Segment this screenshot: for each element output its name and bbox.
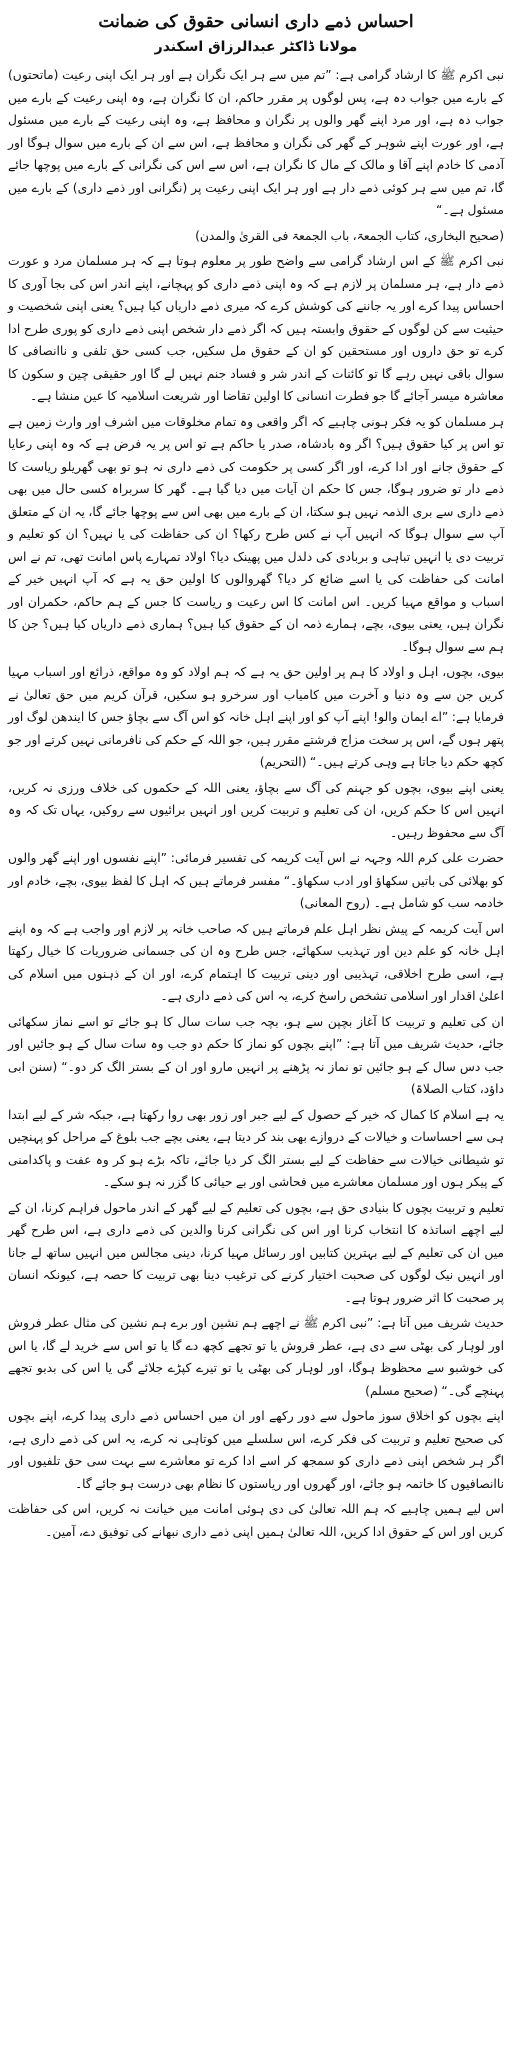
paragraph: اپنے بچوں کو اخلاق سوز ماحول سے دور رکھے اور ان میں احساس ذمے داری پیدا کرے، اپنے بچوں کی صحیح تعلیم و تربیت کی فکر کرے، اس سلسلے میں کوتاہی نہ کرے، یہ اس کی ذمے داری ہے، اگر ہر شخص اپنی ذمے داری کو سمجھ کر اسے ادا کرے تو معاشرے سے بہت سی حق تلفیوں اور ناانصافیوں کا خاتمہ ہو جائے، اور گھروں اور ریاستوں کا نظام بھی درست ہو جائے گا۔ xyxy=(8,1409,504,1491)
paragraph: اس آیت کریمہ کے پیش نظر اہل علم فرماتے ہیں کہ صاحب خانہ پر لازم اور واجب ہے کہ وہ اپنے اہل خانہ کو علم دین اور تہذیب سکھائے، جس طرح وہ ان کی جسمانی ضروریات کا خیال رکھتا ہے، اسی طرح اخلاقی، تہذیبی اور دینی تربیت کا اہتمام کرے، اور ان کے ذہنوں میں اسلام کی اعلیٰ اقدار اور اسلامی تشخص راسخ کرے، یہ اس کی ذمے داری ہے۔ xyxy=(8,921,504,1003)
paragraph: ان کی تعلیم و تربیت کا آغاز بچپن سے ہو، بچہ جب سات سال کا ہو جائے تو اسے نماز سکھائی جائے، حدیث شریف میں آتا ہے: ”اپنے بچوں کو نماز کا حکم دو جب وہ سات سال کے ہو جائیں اور جب دس سال کے ہو جائیں تو نماز نہ پڑھنے پر انہیں مارو اور ان کے بستر الگ کر دو۔“ (سنن ابی داؤد، کتاب الصلاۃ) xyxy=(8,1014,504,1096)
paragraph: یہ ہے اسلام کا کمال کہ خیر کے حصول کے لیے جبر اور زور بھی روا رکھتا ہے، جبکہ شر کے لیے ابتدا ہی سے احساسات و خیالات کے دروازے بھی بند کر دیتا ہے، یعنی بچے جب بلوغ کے مراحل کو پہنچیں تو شیطانی خیالات سے حفاظت کے لیے بستر الگ کر دیا جائے، تاکہ بڑے ہو کر وہ عفت و پاکدامنی کے پیکر ہوں اور مسلمان معاشرے میں فحاشی اور بے حیائی کا گزر نہ ہو سکے۔ xyxy=(8,1107,504,1189)
hadith-reference: (صحیح البخاری، کتاب الجمعۃ، باب الجمعۃ فی القریٰ والمدن) xyxy=(195,228,504,243)
paragraph: یعنی اپنے بیوی، بچوں کو جہنم کی آگ سے بچاؤ، یعنی اللہ کے حکموں کی خلاف ورزی نہ کریں، انہیں اس کا حکم کریں، ان کی تعلیم و تربیت کریں اور انہیں برائیوں سے روکیں، یہاں تک کہ وہ آگ سے محفوظ رہیں۔ xyxy=(8,780,504,840)
paragraph: نبی اکرم ﷺ کا ارشاد گرامی ہے: ”تم میں سے ہر ایک نگران ہے اور ہر ایک اپنی رعیت (ماتحتوں) کے بارے میں جواب دہ ہے، پس لوگوں پر مقرر حاکم، ان کا نگران ہے، وہ اپنی رعیت کے بارے میں جواب دہ ہے، اور مرد اپنے گھر والوں پر نگران و محافظ ہے، وہ اپنی رعیت کے بارے میں مسئول ہے، اور عورت اپنے شوہر کے گھر کی نگران و محافظ ہے، اس سے ان کے بارے میں سوال ہوگا اور آدمی کا خادم اپنے آقا و مالک کے مال کا نگران ہے، اس سے اس کی نگرانی کے بارے میں پوچھا جائے گا، تم میں سے ہر کوئی ذمے دار ہے اور ہر ایک اپنی رعیت پر (نگرانی اور ذمے داری) کے بارے میں مسئول ہے۔“ xyxy=(8,68,504,217)
paragraph: حدیث شریف میں آتا ہے: ”نبی اکرم ﷺ نے اچھے ہم نشین اور برے ہم نشین کی مثال عطر فروش اور لوہار کی بھٹی سے دی ہے، عطر فروش یا تو تجھے کچھ دے گا یا تو اس سے خرید لے گا، یا اس کی خوشبو سے محظوظ ہوگا، اور لوہار کی بھٹی یا تو تیرے کپڑے جلائے گی یا اس کی بدبو تجھے پہنچے گی۔“ (صحیح مسلم) xyxy=(8,1316,504,1398)
paragraph: اس لیے ہمیں چاہیے کہ ہم اللہ تعالیٰ کی دی ہوئی امانت میں خیانت نہ کریں، اس کی حفاظت کریں اور اس کے حقوق ادا کریں، اللہ تعالیٰ ہمیں اپنی ذمے داری نبھانے کی توفیق دے، آمین۔ xyxy=(8,1502,504,1539)
paragraph: حضرت علی کرم اللہ وجہہ نے اس آیت کریمہ کی تفسیر فرمائی: ”اپنے نفسوں اور اپنے گھر والوں کو بھلائی کی باتیں سکھاؤ اور ادب سکھاؤ۔“ مفسر فرماتے ہیں کہ اہل کا لفظ بیوی، بچے، خادم اور خادمہ سب کو شامل ہے۔ (روح المعانی) xyxy=(8,851,504,910)
paragraph: بیوی، بچوں، اہل و اولاد کا ہم پر اولین حق یہ ہے کہ ہم اولاد کو وہ مواقع، ذرائع اور اسباب مہیا کریں جن سے وہ دنیا و آخرت میں کامیاب اور سرخرو ہو سکیں، قرآن کریم میں حق تعالیٰ نے فرمایا ہے: ”اے ایمان والو! اپنے آپ کو اور اپنے اہل خانہ کو اس آگ سے بچاؤ جس کا ایندھن لوگ اور پتھر ہوں گے، اس پر سخت مزاج فرشتے مقرر ہیں، جو اللہ کے حکم کی نافرمانی نہیں کرتے اور جو کچھ حکم دیا جاتا ہے وہی کرتے ہیں۔“ (التحریم) xyxy=(8,665,504,769)
paragraph: تعلیم و تربیت بچوں کا بنیادی حق ہے، بچوں کی تعلیم کے لیے گھر کے اندر ماحول فراہم کرنا، ان کے لیے اچھے اساتذہ کا انتخاب کرنا اور اس کی نگرانی کرنا والدین کی ذمے داری ہے، اس طرح گھر میں ان کی تعلیم کے لیے بہترین کتابیں اور رسائل مہیا کرنا، دینی مجالس میں انہیں ساتھ لے جانا اور انہیں نیک لوگوں کی صحبت اختیار کرنے کی ترغیب دینا بھی تربیت کا حصہ ہے، کیونکہ انسان پر صحبت کا اثر ضرور ہوتا ہے۔ xyxy=(8,1200,504,1305)
article-author: مولانا ڈاکٹر عبدالرزاق اسکندر xyxy=(154,39,358,55)
paragraph: ہر مسلمان کو یہ فکر ہونی چاہیے کہ اگر واقعی وہ تمام مخلوقات میں اشرف اور وارث زمین ہے تو اس پر کیا حقوق ہیں؟ اگر وہ بادشاہ، صدر یا حاکم ہے تو اس پر یہ فرض ہے کہ وہ اپنی رعایا کے حقوق جانے اور ادا کرے، اور اگر کسی پر حکومت کی ذمے داری نہ ہو تو بھی گھریلو ریاست کا ذمے دار تو ضرور ہوگا، جس کا حکم ان آیات میں دیا گیا ہے۔ گھر کا سربراہ کسی حال میں بھی ذمے داری سے بری الذمہ نہیں ہو سکتا، ان کے بارے میں بھی اس سے پوچھا جائے گا، یہ ان کے متعلق آپ سے سوال ہوگا کہ انہیں آپ نے کس طرح رکھا؟ ان کی حفاظت کی یا نہیں؟ ان کو تعلیم و تربیت دی یا انہیں تباہی و بربادی کی دلدل میں پھینک دیا؟ اولاد تمہارے پاس امانت تھی، تم نے اس امانت کی حفاظت کی یا اسے ضائع کر دیا؟ گھروالوں کا اولین حق یہ ہے کہ آپ انہیں خیر کے اسباب و مواقع مہیا کریں۔ اس امانت کا اس رعیت و ریاست کا جس کے ہم حاکم، حکمران اور نگران ہیں، یعنی بیوی، بچے، ہمارے ذمہ ان کے حقوق کیا ہیں؟ ہماری ذمے داریاں کیا ہیں؟ جن کا ہم سے سوال ہوگا۔ xyxy=(8,414,504,654)
article-body xyxy=(8,64,504,1543)
paragraph: نبی اکرم ﷺ کے اس ارشاد گرامی سے واضح طور پر معلوم ہوتا ہے کہ ہر مسلمان مرد و عورت ذمے دار ہے، ہر مسلمان پر لازم ہے کہ وہ اپنی ذمے داری کو پہچانے، اپنے اندر اس کی بجا آوری کا احساس پیدا کرے اور یہ جاننے کی کوشش کرے کہ میری ذمے داریاں کیا ہیں؟ یعنی اپنی شخصیت و حیثیت سے کن لوگوں کے حقوق وابستہ ہیں کہ اگر ذمے دار شخص اپنی ذمے داری کو پوری طرح ادا کرے تو حق داروں اور مستحقین کو ان کے حقوق مل سکیں، جب کسی حق تلفی و ناانصافی کا سوال باقی نہیں رہے گا تو کائنات کے اندر شر و فساد جنم نہیں لے گا اور حقیقی چین و سکون کا معاشرہ میسر آجائے گا جو فطرت انسانی کا اولین تقاضا اور شریعت اسلامیہ کا عین منشا ہے۔ xyxy=(8,254,504,403)
article-title: احساس ذمے داری انسانی حقوق کی ضمانت xyxy=(98,12,414,32)
